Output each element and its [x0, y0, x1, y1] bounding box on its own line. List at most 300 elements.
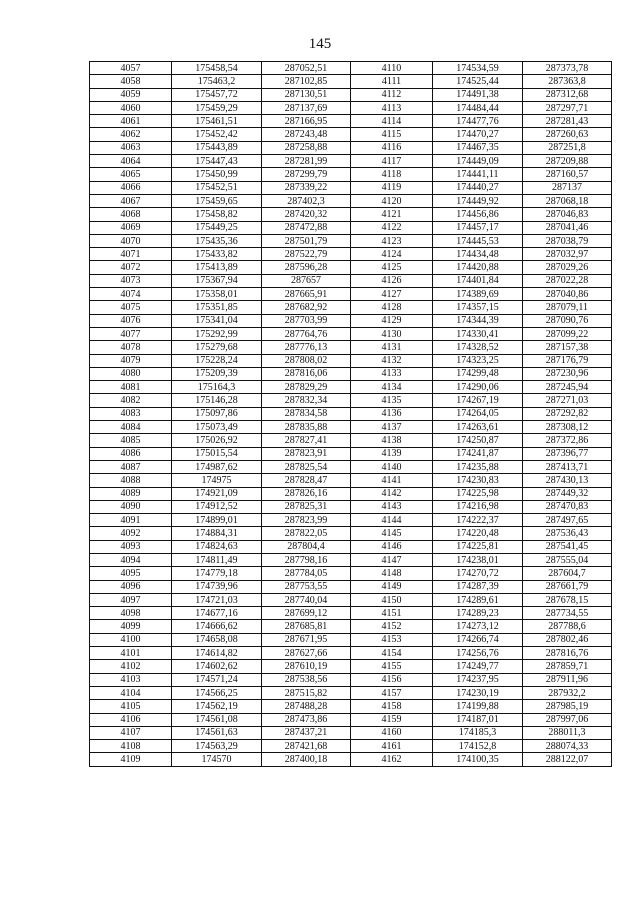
x-coordinate-left: 174563,29	[172, 740, 262, 753]
point-number-right: 4158	[351, 700, 433, 713]
point-number-right: 4130	[351, 327, 433, 340]
y-coordinate-left: 287166,95	[262, 115, 351, 128]
table-row	[90, 354, 612, 367]
point-number-right: 4157	[351, 686, 433, 699]
x-coordinate-left: 174677,16	[172, 607, 262, 620]
table-row	[90, 421, 612, 434]
x-coordinate-right: 174187,01	[433, 713, 523, 726]
point-number-left: 4098	[90, 607, 172, 620]
x-coordinate-right: 174441,11	[433, 168, 523, 181]
point-number-left: 4086	[90, 447, 172, 460]
point-number-right: 4110	[351, 62, 433, 75]
table-row	[90, 713, 612, 726]
x-coordinate-right: 174273,12	[433, 620, 523, 633]
point-number-left: 4102	[90, 660, 172, 673]
y-coordinate-right: 288074,33	[523, 740, 612, 753]
y-coordinate-left: 287400,18	[262, 753, 351, 766]
point-number-left: 4069	[90, 221, 172, 234]
y-coordinate-right: 287271,03	[523, 394, 612, 407]
x-coordinate-left: 175459,29	[172, 101, 262, 114]
x-coordinate-left: 174562,19	[172, 700, 262, 713]
table-row	[90, 540, 612, 553]
x-coordinate-right: 174328,52	[433, 341, 523, 354]
x-coordinate-right: 174249,77	[433, 660, 523, 673]
x-coordinate-right: 174235,88	[433, 460, 523, 473]
y-coordinate-left: 287825,54	[262, 460, 351, 473]
point-number-left: 4107	[90, 726, 172, 739]
x-coordinate-left: 175015,54	[172, 447, 262, 460]
y-coordinate-right: 287038,79	[523, 234, 612, 247]
x-coordinate-left: 175447,43	[172, 155, 262, 168]
y-coordinate-right: 287157,38	[523, 341, 612, 354]
y-coordinate-left: 287703,99	[262, 314, 351, 327]
point-number-left: 4099	[90, 620, 172, 633]
y-coordinate-right: 287449,32	[523, 487, 612, 500]
x-coordinate-left: 175435,36	[172, 234, 262, 247]
point-number-left: 4094	[90, 553, 172, 566]
x-coordinate-left: 175433,82	[172, 248, 262, 261]
point-number-right: 4126	[351, 274, 433, 287]
y-coordinate-right: 287985,19	[523, 700, 612, 713]
table-row	[90, 288, 612, 301]
table-row	[90, 88, 612, 101]
x-coordinate-left: 174614,82	[172, 647, 262, 660]
point-number-right: 4148	[351, 567, 433, 580]
table-row	[90, 740, 612, 753]
x-coordinate-right: 174445,53	[433, 234, 523, 247]
point-number-right: 4129	[351, 314, 433, 327]
x-coordinate-left: 175228,24	[172, 354, 262, 367]
table-row	[90, 726, 612, 739]
coordinates-table	[89, 61, 612, 767]
y-coordinate-left: 287671,95	[262, 633, 351, 646]
x-coordinate-right: 174323,25	[433, 354, 523, 367]
y-coordinate-right: 287430,13	[523, 474, 612, 487]
point-number-left: 4105	[90, 700, 172, 713]
y-coordinate-right: 287160,57	[523, 168, 612, 181]
y-coordinate-right: 287661,79	[523, 580, 612, 593]
table-row	[90, 607, 612, 620]
table-row	[90, 62, 612, 75]
point-number-left: 4109	[90, 753, 172, 766]
table-row	[90, 115, 612, 128]
point-number-right: 4160	[351, 726, 433, 739]
y-coordinate-left: 287473,86	[262, 713, 351, 726]
point-number-left: 4092	[90, 527, 172, 540]
y-coordinate-right: 287297,71	[523, 101, 612, 114]
point-number-left: 4083	[90, 407, 172, 420]
y-coordinate-right: 287068,18	[523, 194, 612, 207]
y-coordinate-right: 288011,3	[523, 726, 612, 739]
x-coordinate-left: 175452,42	[172, 128, 262, 141]
table-row	[90, 500, 612, 513]
table-row	[90, 75, 612, 88]
point-number-left: 4061	[90, 115, 172, 128]
x-coordinate-right: 174241,87	[433, 447, 523, 460]
y-coordinate-left: 287834,58	[262, 407, 351, 420]
table-row	[90, 301, 612, 314]
point-number-left: 4063	[90, 141, 172, 154]
x-coordinate-left: 175457,72	[172, 88, 262, 101]
point-number-left: 4084	[90, 421, 172, 434]
point-number-right: 4155	[351, 660, 433, 673]
x-coordinate-left: 174570	[172, 753, 262, 766]
y-coordinate-left: 287515,82	[262, 686, 351, 699]
y-coordinate-left: 287472,88	[262, 221, 351, 234]
table-row	[90, 381, 612, 394]
y-coordinate-right: 287040,86	[523, 288, 612, 301]
y-coordinate-right: 287816,76	[523, 647, 612, 660]
y-coordinate-right: 287022,28	[523, 274, 612, 287]
y-coordinate-right: 287734,55	[523, 607, 612, 620]
table-row	[90, 620, 612, 633]
point-number-left: 4065	[90, 168, 172, 181]
y-coordinate-right: 287536,43	[523, 527, 612, 540]
point-number-right: 4134	[351, 381, 433, 394]
y-coordinate-right: 287363,8	[523, 75, 612, 88]
table-row	[90, 128, 612, 141]
x-coordinate-right: 174100,35	[433, 753, 523, 766]
y-coordinate-right: 287046,83	[523, 208, 612, 221]
x-coordinate-right: 174525,44	[433, 75, 523, 88]
point-number-right: 4145	[351, 527, 433, 540]
table-row	[90, 221, 612, 234]
y-coordinate-left: 287825,31	[262, 500, 351, 513]
y-coordinate-right: 287788,6	[523, 620, 612, 633]
y-coordinate-left: 287816,06	[262, 367, 351, 380]
table-row	[90, 474, 612, 487]
x-coordinate-left: 175463,2	[172, 75, 262, 88]
y-coordinate-left: 287823,91	[262, 447, 351, 460]
x-coordinate-left: 174666,62	[172, 620, 262, 633]
point-number-right: 4123	[351, 234, 433, 247]
page-number: 145	[308, 36, 332, 52]
x-coordinate-left: 175146,28	[172, 394, 262, 407]
x-coordinate-right: 174344,39	[433, 314, 523, 327]
point-number-right: 4159	[351, 713, 433, 726]
table-row	[90, 527, 612, 540]
point-number-left: 4077	[90, 327, 172, 340]
table-row	[90, 155, 612, 168]
x-coordinate-right: 174216,98	[433, 500, 523, 513]
point-number-left: 4074	[90, 288, 172, 301]
x-coordinate-left: 174602,62	[172, 660, 262, 673]
point-number-left: 4093	[90, 540, 172, 553]
point-number-right: 4151	[351, 607, 433, 620]
x-coordinate-right: 174287,39	[433, 580, 523, 593]
x-coordinate-left: 174561,08	[172, 713, 262, 726]
x-coordinate-left: 175026,92	[172, 434, 262, 447]
y-coordinate-right: 287997,06	[523, 713, 612, 726]
x-coordinate-right: 174434,48	[433, 248, 523, 261]
x-coordinate-left: 175449,25	[172, 221, 262, 234]
y-coordinate-right: 287859,71	[523, 660, 612, 673]
x-coordinate-right: 174491,38	[433, 88, 523, 101]
y-coordinate-right: 287090,76	[523, 314, 612, 327]
point-number-right: 4154	[351, 647, 433, 660]
point-number-right: 4135	[351, 394, 433, 407]
x-coordinate-right: 174267,19	[433, 394, 523, 407]
x-coordinate-left: 175358,01	[172, 288, 262, 301]
x-coordinate-left: 174987,62	[172, 460, 262, 473]
point-number-right: 4120	[351, 194, 433, 207]
x-coordinate-left: 174975	[172, 474, 262, 487]
x-coordinate-left: 175209,39	[172, 367, 262, 380]
point-number-left: 4071	[90, 248, 172, 261]
x-coordinate-right: 174470,27	[433, 128, 523, 141]
point-number-right: 4118	[351, 168, 433, 181]
x-coordinate-left: 175443,89	[172, 141, 262, 154]
x-coordinate-right: 174199,88	[433, 700, 523, 713]
table-row	[90, 394, 612, 407]
y-coordinate-left: 287682,92	[262, 301, 351, 314]
y-coordinate-left: 287102,85	[262, 75, 351, 88]
y-coordinate-right: 287032,97	[523, 248, 612, 261]
table-row	[90, 274, 612, 287]
y-coordinate-left: 287784,05	[262, 567, 351, 580]
x-coordinate-right: 174467,35	[433, 141, 523, 154]
x-coordinate-left: 175073,49	[172, 421, 262, 434]
point-number-left: 4090	[90, 500, 172, 513]
table-row	[90, 553, 612, 566]
point-number-left: 4057	[90, 62, 172, 75]
y-coordinate-right: 287312,68	[523, 88, 612, 101]
y-coordinate-left: 287753,55	[262, 580, 351, 593]
y-coordinate-right: 287281,43	[523, 115, 612, 128]
y-coordinate-left: 287243,48	[262, 128, 351, 141]
point-number-left: 4096	[90, 580, 172, 593]
point-number-right: 4150	[351, 593, 433, 606]
point-number-right: 4132	[351, 354, 433, 367]
point-number-left: 4088	[90, 474, 172, 487]
x-coordinate-right: 174457,17	[433, 221, 523, 234]
point-number-right: 4133	[351, 367, 433, 380]
x-coordinate-left: 175450,99	[172, 168, 262, 181]
point-number-left: 4070	[90, 234, 172, 247]
table-row	[90, 673, 612, 686]
x-coordinate-right: 174250,87	[433, 434, 523, 447]
point-number-right: 4139	[351, 447, 433, 460]
x-coordinate-left: 174571,24	[172, 673, 262, 686]
y-coordinate-right: 287137	[523, 181, 612, 194]
y-coordinate-right: 287541,45	[523, 540, 612, 553]
y-coordinate-left: 287501,79	[262, 234, 351, 247]
x-coordinate-left: 174739,96	[172, 580, 262, 593]
point-number-left: 4081	[90, 381, 172, 394]
point-number-right: 4153	[351, 633, 433, 646]
point-number-left: 4106	[90, 713, 172, 726]
y-coordinate-left: 287137,69	[262, 101, 351, 114]
point-number-right: 4112	[351, 88, 433, 101]
x-coordinate-right: 174230,83	[433, 474, 523, 487]
table-row	[90, 367, 612, 380]
table-row	[90, 261, 612, 274]
table-row	[90, 168, 612, 181]
x-coordinate-right: 174256,76	[433, 647, 523, 660]
x-coordinate-right: 174330,41	[433, 327, 523, 340]
y-coordinate-left: 287832,34	[262, 394, 351, 407]
x-coordinate-right: 174477,76	[433, 115, 523, 128]
y-coordinate-left: 287804,4	[262, 540, 351, 553]
table-row	[90, 660, 612, 673]
y-coordinate-left: 287281,99	[262, 155, 351, 168]
y-coordinate-left: 287835,88	[262, 421, 351, 434]
table-row	[90, 514, 612, 527]
point-number-left: 4068	[90, 208, 172, 221]
y-coordinate-right: 287041,46	[523, 221, 612, 234]
x-coordinate-right: 174289,61	[433, 593, 523, 606]
point-number-left: 4100	[90, 633, 172, 646]
point-number-right: 4111	[351, 75, 433, 88]
point-number-left: 4060	[90, 101, 172, 114]
x-coordinate-right: 174152,8	[433, 740, 523, 753]
point-number-left: 4079	[90, 354, 172, 367]
x-coordinate-right: 174449,09	[433, 155, 523, 168]
x-coordinate-right: 174185,3	[433, 726, 523, 739]
point-number-right: 4144	[351, 514, 433, 527]
x-coordinate-right: 174299,48	[433, 367, 523, 380]
x-coordinate-right: 174420,88	[433, 261, 523, 274]
point-number-left: 4082	[90, 394, 172, 407]
x-coordinate-left: 175351,85	[172, 301, 262, 314]
y-coordinate-right: 287413,71	[523, 460, 612, 473]
point-number-left: 4073	[90, 274, 172, 287]
point-number-left: 4066	[90, 181, 172, 194]
x-coordinate-right: 174270,72	[433, 567, 523, 580]
y-coordinate-left: 287798,16	[262, 553, 351, 566]
point-number-right: 4125	[351, 261, 433, 274]
point-number-right: 4127	[351, 288, 433, 301]
y-coordinate-left: 287627,66	[262, 647, 351, 660]
x-coordinate-right: 174263,61	[433, 421, 523, 434]
x-coordinate-right: 174401,84	[433, 274, 523, 287]
point-number-left: 4104	[90, 686, 172, 699]
y-coordinate-right: 287029,26	[523, 261, 612, 274]
y-coordinate-left: 287740,04	[262, 593, 351, 606]
point-number-left: 4076	[90, 314, 172, 327]
point-number-right: 4116	[351, 141, 433, 154]
y-coordinate-right: 287932,2	[523, 686, 612, 699]
table-row	[90, 593, 612, 606]
table-row	[90, 567, 612, 580]
y-coordinate-right: 287260,63	[523, 128, 612, 141]
y-coordinate-left: 287657	[262, 274, 351, 287]
y-coordinate-left: 287522,79	[262, 248, 351, 261]
point-number-left: 4067	[90, 194, 172, 207]
point-number-right: 4114	[351, 115, 433, 128]
point-number-left: 4101	[90, 647, 172, 660]
y-coordinate-left: 287437,21	[262, 726, 351, 739]
y-coordinate-right: 287604,7	[523, 567, 612, 580]
coordinates-table-body	[90, 62, 612, 767]
y-coordinate-left: 287808,02	[262, 354, 351, 367]
x-coordinate-left: 174884,31	[172, 527, 262, 540]
x-coordinate-left: 175458,54	[172, 62, 262, 75]
x-coordinate-right: 174290,06	[433, 381, 523, 394]
table-row	[90, 181, 612, 194]
point-number-right: 4115	[351, 128, 433, 141]
x-coordinate-left: 175279,68	[172, 341, 262, 354]
table-row	[90, 101, 612, 114]
x-coordinate-right: 174225,98	[433, 487, 523, 500]
y-coordinate-left: 287421,68	[262, 740, 351, 753]
point-number-right: 4147	[351, 553, 433, 566]
point-number-left: 4089	[90, 487, 172, 500]
y-coordinate-right: 287251,8	[523, 141, 612, 154]
point-number-right: 4142	[351, 487, 433, 500]
y-coordinate-right: 287308,12	[523, 421, 612, 434]
table-row	[90, 686, 612, 699]
point-number-left: 4087	[90, 460, 172, 473]
point-number-right: 4143	[351, 500, 433, 513]
point-number-left: 4091	[90, 514, 172, 527]
x-coordinate-right: 174230,19	[433, 686, 523, 699]
point-number-right: 4149	[351, 580, 433, 593]
x-coordinate-left: 175367,94	[172, 274, 262, 287]
point-number-left: 4059	[90, 88, 172, 101]
y-coordinate-left: 287776,13	[262, 341, 351, 354]
y-coordinate-left: 287610,19	[262, 660, 351, 673]
x-coordinate-right: 174238,01	[433, 553, 523, 566]
x-coordinate-right: 174264,05	[433, 407, 523, 420]
x-coordinate-right: 174440,27	[433, 181, 523, 194]
x-coordinate-left: 175452,51	[172, 181, 262, 194]
x-coordinate-left: 175459,65	[172, 194, 262, 207]
x-coordinate-left: 174566,25	[172, 686, 262, 699]
point-number-right: 4124	[351, 248, 433, 261]
table-row	[90, 647, 612, 660]
x-coordinate-left: 174721,03	[172, 593, 262, 606]
x-coordinate-left: 175292,99	[172, 327, 262, 340]
y-coordinate-right: 287678,15	[523, 593, 612, 606]
y-coordinate-right: 288122,07	[523, 753, 612, 766]
point-number-right: 4121	[351, 208, 433, 221]
y-coordinate-left: 287052,51	[262, 62, 351, 75]
x-coordinate-right: 174289,23	[433, 607, 523, 620]
y-coordinate-left: 287827,41	[262, 434, 351, 447]
point-number-left: 4103	[90, 673, 172, 686]
table-row	[90, 700, 612, 713]
x-coordinate-right: 174484,44	[433, 101, 523, 114]
point-number-left: 4085	[90, 434, 172, 447]
point-number-right: 4140	[351, 460, 433, 473]
x-coordinate-left: 174921,09	[172, 487, 262, 500]
y-coordinate-left: 287764,76	[262, 327, 351, 340]
table-row	[90, 194, 612, 207]
y-coordinate-left: 287828,47	[262, 474, 351, 487]
y-coordinate-left: 287685,81	[262, 620, 351, 633]
point-number-right: 4138	[351, 434, 433, 447]
y-coordinate-left: 287826,16	[262, 487, 351, 500]
x-coordinate-left: 175458,82	[172, 208, 262, 221]
x-coordinate-right: 174266,74	[433, 633, 523, 646]
y-coordinate-left: 287822,05	[262, 527, 351, 540]
point-number-right: 4119	[351, 181, 433, 194]
x-coordinate-right: 174237,95	[433, 673, 523, 686]
point-number-left: 4095	[90, 567, 172, 580]
x-coordinate-left: 174899,01	[172, 514, 262, 527]
table-row	[90, 327, 612, 340]
table-row	[90, 633, 612, 646]
point-number-right: 4131	[351, 341, 433, 354]
y-coordinate-right: 287372,86	[523, 434, 612, 447]
x-coordinate-left: 175164,3	[172, 381, 262, 394]
point-number-right: 4152	[351, 620, 433, 633]
x-coordinate-right: 174456,86	[433, 208, 523, 221]
point-number-right: 4156	[351, 673, 433, 686]
y-coordinate-right: 287497,65	[523, 514, 612, 527]
y-coordinate-right: 287176,79	[523, 354, 612, 367]
